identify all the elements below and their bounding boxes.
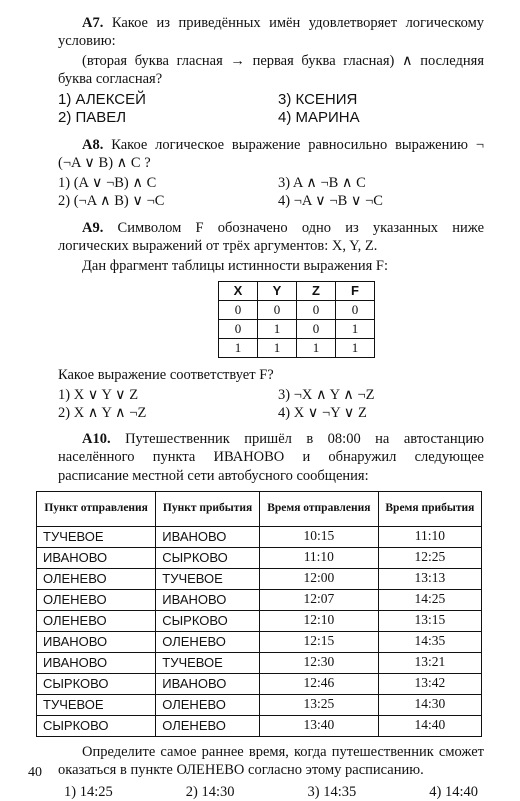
schedule-cell: 13:42 [378, 673, 481, 694]
truth-row [219, 338, 375, 357]
truth-header-f: F [336, 281, 375, 300]
a9-option-2: 2) X ∧ Y ∧ ¬Z [58, 405, 147, 422]
schedule-cell: ТУЧЕВОЕ [156, 652, 260, 673]
a9-text2: Дан фрагмент таблицы истинности выражения F: [82, 257, 388, 274]
a10-answers [64, 783, 478, 801]
truth-cell: 0 [258, 300, 297, 319]
schedule-cell: 13:21 [378, 652, 481, 673]
a8-option-2: 2) (¬A ∧ B) ∨ ¬C [58, 193, 165, 210]
a8-option-3: 3) A ∧ ¬B ∧ C [278, 175, 366, 192]
schedule-cell: ИВАНОВО [156, 526, 260, 547]
schedule-cell: ИВАНОВО [37, 652, 156, 673]
truth-cell: 1 [336, 338, 375, 357]
truth-cell: 0 [297, 300, 336, 319]
a7-text: Какое из приведённых имён удовлетворяет логическому условию: [58, 15, 484, 50]
schedule-cell: 10:15 [259, 526, 378, 547]
page-number: 40 [28, 765, 42, 780]
schedule-cell: 13:15 [378, 610, 481, 631]
a8-question [58, 136, 484, 172]
schedule-cell: ТУЧЕВОЕ [37, 526, 156, 547]
truth-cell: 0 [219, 319, 258, 338]
schedule-cell: ТУЧЕВОЕ [37, 694, 156, 715]
schedule-row [37, 652, 482, 673]
truth-cell: 1 [297, 338, 336, 357]
schedule-cell: СЫРКОВО [37, 673, 156, 694]
a7-question [58, 14, 484, 50]
a9-option-4: 4) X ∨ ¬Y ∨ Z [278, 405, 367, 422]
a9-options [58, 386, 484, 422]
schedule-row [37, 610, 482, 631]
truth-cell: 0 [336, 300, 375, 319]
a9-label: А9. [82, 219, 104, 236]
schedule-cell: ИВАНОВО [37, 547, 156, 568]
a8-label: А8. [82, 137, 104, 153]
schedule-cell: ОЛЕНЕВО [37, 568, 156, 589]
a9-option-1: 1) X ∨ Y ∨ Z [58, 387, 139, 403]
schedule-row [37, 589, 482, 610]
schedule-cell: 12:30 [259, 652, 378, 673]
schedule-header-departure-time: Время отправления [259, 491, 378, 526]
schedule-cell: ОЛЕНЕВО [156, 631, 260, 652]
schedule-cell: 11:10 [259, 547, 378, 568]
truth-cell: 1 [258, 338, 297, 357]
a10-answer-3: 3) 14:35 [307, 783, 357, 800]
a9-text: Символом F обозначено одно из указанных ниже логических выражений от трёх аргументов: X, Y, Z. [58, 219, 485, 254]
schedule-cell: ИВАНОВО [156, 589, 260, 610]
a7-options [58, 91, 484, 129]
schedule-cell: 12:46 [259, 673, 378, 694]
a10-answer-2: 2) 14:30 [185, 783, 235, 800]
a7-option-2: 2) ПАВЕЛ [58, 109, 127, 127]
schedule-cell: ТУЧЕВОЕ [156, 568, 260, 589]
schedule-header-arrival-time: Время прибытия [378, 491, 481, 526]
a7-option-4: 4) МАРИНА [278, 109, 360, 127]
a8-option-4: 4) ¬A ∨ ¬B ∨ ¬C [278, 193, 383, 210]
schedule-cell: 14:30 [378, 694, 481, 715]
schedule-row [37, 631, 482, 652]
truth-table [218, 281, 375, 358]
truth-cell: 1 [336, 319, 375, 338]
a10-question [58, 430, 484, 484]
a7-option-1: 1) АЛЕКСЕЙ [58, 90, 146, 108]
a8-options [58, 174, 484, 210]
schedule-cell: 12:10 [259, 610, 378, 631]
schedule-cell: СЫРКОВО [37, 715, 156, 736]
schedule-header-row [37, 491, 482, 526]
a10-subquestion: Определите самое раннее время, когда путешественник сможет оказаться в пункте ОЛЕНЕВО согласно этому расписанию. [58, 743, 484, 778]
a7-condition: (вторая буква гласная → первая буква гласная) ∧ последняя буква согласная? [58, 53, 484, 88]
schedule-row [37, 694, 482, 715]
a9-subquestion: Какое выражение соответствует F? [58, 366, 274, 383]
truth-header-y: Y [258, 281, 297, 300]
truth-cell: 1 [219, 338, 258, 357]
truth-table-header [219, 281, 375, 300]
a10-label: А10. [82, 431, 111, 448]
a7-label: А7. [82, 15, 104, 31]
a7-option-3: 3) КСЕНИЯ [278, 90, 358, 108]
schedule-cell: 13:25 [259, 694, 378, 715]
truth-header-z: Z [297, 281, 336, 300]
schedule-cell: 12:07 [259, 589, 378, 610]
schedule-cell: ОЛЕНЕВО [37, 589, 156, 610]
truth-row [219, 300, 375, 319]
schedule-cell: 13:40 [259, 715, 378, 736]
schedule-row [37, 568, 482, 589]
schedule-row [37, 673, 482, 694]
schedule-cell: СЫРКОВО [156, 610, 260, 631]
schedule-cell: 11:10 [378, 526, 481, 547]
a10-answer-1: 1) 14:25 [64, 783, 113, 800]
truth-cell: 0 [297, 319, 336, 338]
truth-cell: 0 [219, 300, 258, 319]
schedule-row [37, 547, 482, 568]
schedule-cell: 14:25 [378, 589, 481, 610]
schedule-header-departure-point: Пункт отправления [37, 491, 156, 526]
schedule-row [37, 715, 482, 736]
a10-answer-4: 4) 14:40 [429, 783, 478, 800]
a8-option-1: 1) (A ∨ ¬B) ∧ C [58, 175, 157, 192]
truth-cell: 1 [258, 319, 297, 338]
schedule-cell: 12:00 [259, 568, 378, 589]
bus-schedule-table [36, 491, 482, 737]
a8-text: Какое логическое выражение равносильно выражению ¬ (¬A ∨ B) ∧ C ? [58, 137, 484, 172]
schedule-cell: ОЛЕНЕВО [156, 694, 260, 715]
schedule-row [37, 526, 482, 547]
schedule-cell: ИВАНОВО [37, 631, 156, 652]
schedule-cell: 12:15 [259, 631, 378, 652]
truth-header-x: X [219, 281, 258, 300]
schedule-cell: ОЛЕНЕВО [37, 610, 156, 631]
a9-option-3: 3) ¬X ∧ Y ∧ ¬Z [278, 387, 375, 403]
schedule-cell: 14:35 [378, 631, 481, 652]
schedule-cell: ОЛЕНЕВО [156, 715, 260, 736]
schedule-cell: 14:40 [378, 715, 481, 736]
schedule-cell: ИВАНОВО [156, 673, 260, 694]
truth-row [219, 319, 375, 338]
a9-question [58, 219, 484, 255]
schedule-cell: СЫРКОВО [156, 547, 260, 568]
a10-text: Путешественник пришёл в 08:00 на автостанцию населённого пункта ИВАНОВО и обнаружил следующее расписание местной сети автобусного сообщения: [58, 431, 484, 484]
schedule-header-arrival-point: Пункт прибытия [156, 491, 260, 526]
schedule-cell: 13:13 [378, 568, 481, 589]
schedule-cell: 12:25 [378, 547, 481, 568]
